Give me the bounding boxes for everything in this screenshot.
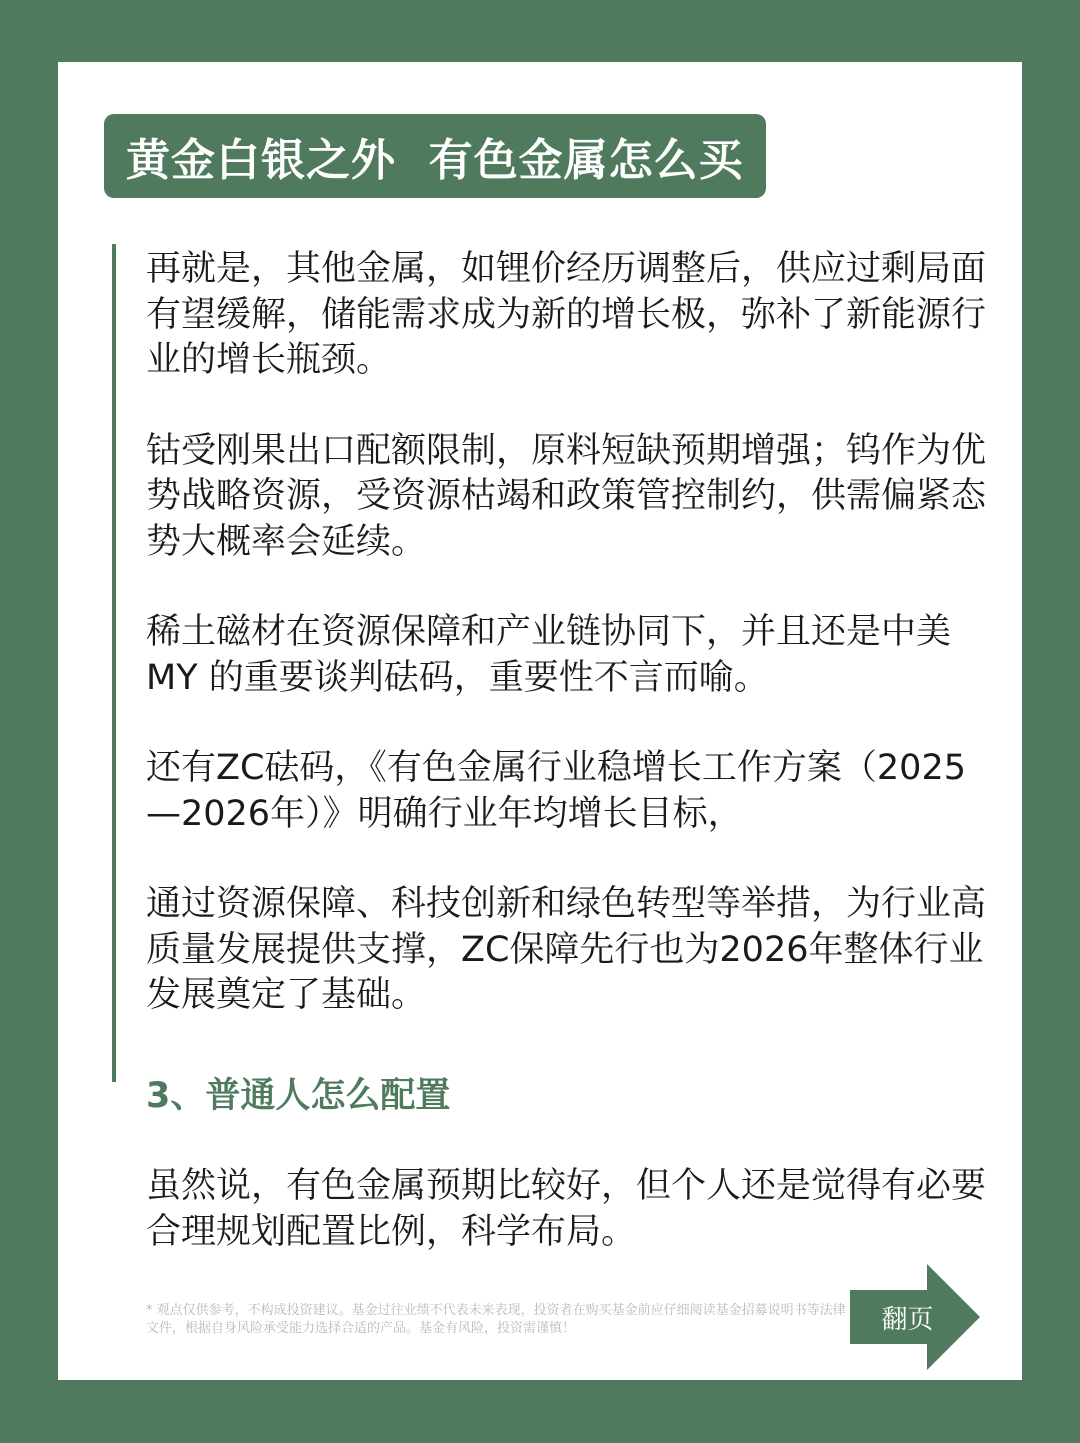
paragraph-measures: 通过资源保障、科技创新和绿色转型等举措，为行业高质量发展提供支撑，ZC保障先行也为2026年整体行业发展奠定了基础。 xyxy=(146,884,987,1015)
risk-disclaimer: * 观点仅供参考，不构成投资建议。基金过往业绩不代表未来表现，投资者在购买基金前应仔细阅读基金招募说明书等法律文件，根据自身风险承受能力选择合适的产品。基金有风险，投资需谨慎！ xyxy=(146,1303,846,1336)
paragraph-cobalt-tungsten: 钴受刚果出口配额限制，原料短缺预期增强；钨作为优势战略资源，受资源枯竭和政策管控制约，供需偏紧态势大概率会延续。 xyxy=(146,430,987,562)
content-card xyxy=(58,62,1022,1380)
paragraph-rare-earth: 稀土磁材在资源保障和产业链协同下，并且还是中美 MY 的重要谈判砝码，重要性不言而喻。 xyxy=(146,612,952,698)
next-page-button[interactable] xyxy=(850,1264,980,1370)
section-heading: 3、普通人怎么配置 xyxy=(146,1076,451,1116)
next-page-label: 翻页 xyxy=(881,1304,934,1335)
quote-bar xyxy=(112,244,116,1082)
paragraph-closing: 虽然说，有色金属预期比较好，但个人还是觉得有必要合理规划配置比例，科学布局。 xyxy=(146,1166,987,1252)
page-title: 黄金白银之外 有色金属怎么买 xyxy=(104,114,766,198)
paragraph-policy: 还有ZC砝码，《有色金属行业稳增长工作方案（2025—2026年）》明确行业年均增长目标， xyxy=(146,748,966,834)
article-body xyxy=(146,247,986,1019)
paragraph-lithium: 再就是，其他金属，如锂价经历调整后，供应过剩局面有望缓解，储能需求成为新的增长极，弥补了新能源行业的增长瓶颈。 xyxy=(146,249,987,380)
